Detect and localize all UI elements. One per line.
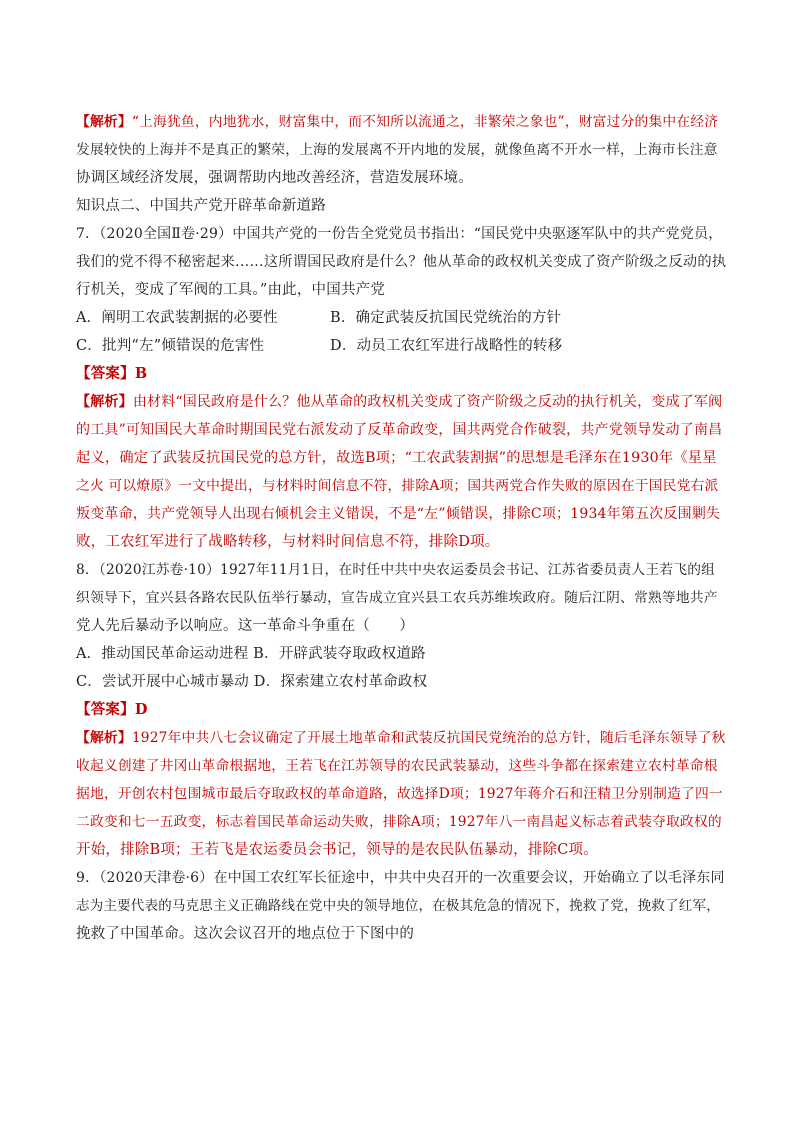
q8-analysis-line-1: [76, 724, 726, 752]
q9-stem-line-2: 志为主要代表的马克思主义正确路线在党中央的领导地位，在极其危急的情况下，挽救了党，挽救了红军，: [76, 898, 720, 914]
q7-option-c: C．批判“左”倾错误的危害性: [76, 338, 265, 354]
q7-stem-line-2: 我们的党不得不秘密起来……这所谓国民政府是什么？他从革命的政权机关变成了资产阶级之反动的执: [76, 254, 727, 270]
q9-stem-line-1: 9．（2020天津卷·6）在中国工农红军长征途中，中共中央召开的一次重要会议，开始确立了以毛泽东同: [76, 870, 725, 886]
q8-analysis-line-2: 收起义创建了井冈山革命根据地，王若飞在江苏领导的农民武装暴动，这些斗争都在探索建立农村革命根: [76, 758, 718, 774]
q7-analysis-line-4: 之火 可以燎原》一文中提出，与材料时间信息不符，排除A项；国共两党合作失败的原因在于国民党右派: [76, 478, 719, 494]
q9-stem-line-3: 挽救了中国革命。这次会议召开的地点位于下图中的: [76, 926, 415, 942]
section-title: 知识点二、中国共产党开辟革命新道路: [76, 198, 326, 214]
q8-options-row-2: C．尝试开展中心城市暴动 D．探索建立农村革命政权: [76, 674, 428, 690]
analysis-text: 由材料“国民政府是什么？他从革命的政权机关变成了资产阶级之反动的执行机关，变成了军阀: [132, 394, 723, 410]
analysis-tag: 【解析】: [76, 730, 132, 746]
q8-stem-line-3: 党人先后暴动予以响应。这一革命斗争重在（ ）: [76, 618, 415, 634]
analysis-text: 1927年中共八七会议确定了开展土地革命和武装反抗国民党统治的总方针，随后毛泽东领导了秋: [131, 730, 726, 746]
q8-analysis-line-4: 二政变和七一五政变，标志着国民革命运动失败，排除A项；1927年八一南昌起义标志着武装夺取政权的: [76, 814, 722, 830]
q7-option-b: B．确定武装反抗国民党统治的方针: [330, 310, 562, 326]
analysis-tag: 【解析】: [76, 114, 132, 130]
q7-stem-line-3: 行机关，变成了军阀的工具。”由此，中国共产党: [76, 282, 386, 298]
q7-option-a: A．阐明工农武装割据的必要性: [76, 310, 278, 326]
q8-analysis-line-5: 开始，排除B项；王若飞是农运委员会书记，领导的是农民队伍暴动，排除C项。: [76, 842, 598, 858]
q7-options-row-1: [76, 304, 726, 332]
q7-analysis-line-1: [76, 388, 726, 416]
q8-stem-line-1: 8．（2020江苏卷·10）1927年11月1日，在时任中共中央农运委员会书记、江苏省委员责人王若飞的组: [76, 562, 716, 578]
q7-analysis-line-5: 叛变革命，共产党领导人出现右倾机会主义错误，不是“左”倾错误，排除C项；1934年第五次反围剿失: [76, 506, 721, 522]
q8-analysis-line-3: 据地，开创农村包围城市最后夺取政权的革命道路，故选择D项；1927年蒋介石和汪精卫分别制造了四一: [76, 786, 723, 802]
answer-value: D: [134, 701, 148, 718]
q7-analysis-line-6: 败，工农红军进行了战略转移，与材料时间信息不符，排除D项。: [76, 534, 500, 550]
q7-option-d: D．动员工农红军进行战略性的转移: [330, 338, 563, 354]
q7-answer: [76, 360, 726, 388]
answer-value: B: [134, 365, 148, 382]
answer-tag: 【答案】: [76, 365, 135, 382]
q8-stem-line-2: 织领导下，宜兴县各路农民队伍举行暴动，宣告成立宜兴县工农兵苏维埃政府。随后江阴、常熟等地共产: [76, 590, 718, 606]
document-page: [76, 108, 726, 948]
q7-stem-line-1: 7．（2020全国Ⅱ卷·29）中国共产党的一份告全党党员书指出：“国民党中央驱逐军队中的共产党党员，: [76, 226, 723, 242]
q7-options-row-2: [76, 332, 726, 360]
q8-options-row-1: A．推动国民革命运动进程 B．开辟武装夺取政权道路: [76, 646, 426, 662]
q7-analysis-line-2: 的工具”可知国民大革命时期国民党右派发动了反革命政变，国共两党合作破裂，共产党领导发动了南昌: [76, 422, 723, 438]
prev-analysis-line-3: 协调区域经济发展，强调帮助内地改善经济，营造发展环境。: [76, 170, 473, 186]
analysis-tag: 【解析】: [76, 394, 133, 410]
quote-text: “上海犹鱼，内地犹水，财富集中，而不知所以流通之，非繁荣之象也”，财富过分的集中在经济: [131, 114, 719, 130]
q7-analysis-line-3: 起义，确定了武装反抗国民党的总方针，故选B项；“工农武装割据”的思想是毛泽东在1930年《星星: [76, 450, 717, 466]
q8-answer: [76, 696, 726, 724]
prev-analysis-line-2: 发展较快的上海并不是真正的繁荣，上海的发展离不开内地的发展，就像鱼离不开水一样，上海市长注意: [76, 142, 718, 158]
answer-tag: 【答案】: [76, 701, 135, 718]
prev-analysis-line-1: [76, 108, 726, 136]
